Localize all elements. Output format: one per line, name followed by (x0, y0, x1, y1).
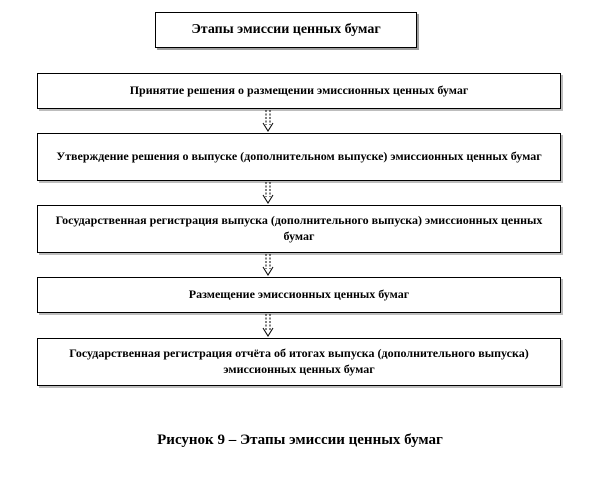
down-arrow-icon (260, 314, 276, 337)
step-box-5 (37, 338, 561, 386)
step-box-1 (37, 73, 561, 109)
step-label-2: Утверждение решения о выпуске (дополнительном выпуске) эмиссионных ценных бумаг (56, 149, 542, 164)
step-label-3: Государственная регистрация выпуска (дополнительного выпуска) эмиссионных ценных бумаг (55, 213, 543, 243)
diagram-title-box (155, 12, 417, 48)
diagram-title: Этапы эмиссии ценных бумаг (191, 21, 381, 37)
down-arrow-icon (260, 254, 276, 276)
step-box-4 (37, 277, 561, 313)
step-box-3 (37, 205, 561, 253)
figure-caption: Рисунок 9 – Этапы эмиссии ценных бумаг (157, 432, 443, 448)
step-label-5: Государственная регистрация отчёта об итогах выпуска (дополнительного выпуска) эмиссионных ценных бумаг (69, 346, 529, 376)
step-box-2 (37, 133, 561, 181)
step-label-4: Размещение эмиссионных ценных бумаг (188, 287, 410, 302)
step-label-1: Принятие решения о размещении эмиссионных ценных бумаг (129, 83, 469, 98)
down-arrow-icon (260, 110, 276, 132)
down-arrow-icon (260, 182, 276, 204)
